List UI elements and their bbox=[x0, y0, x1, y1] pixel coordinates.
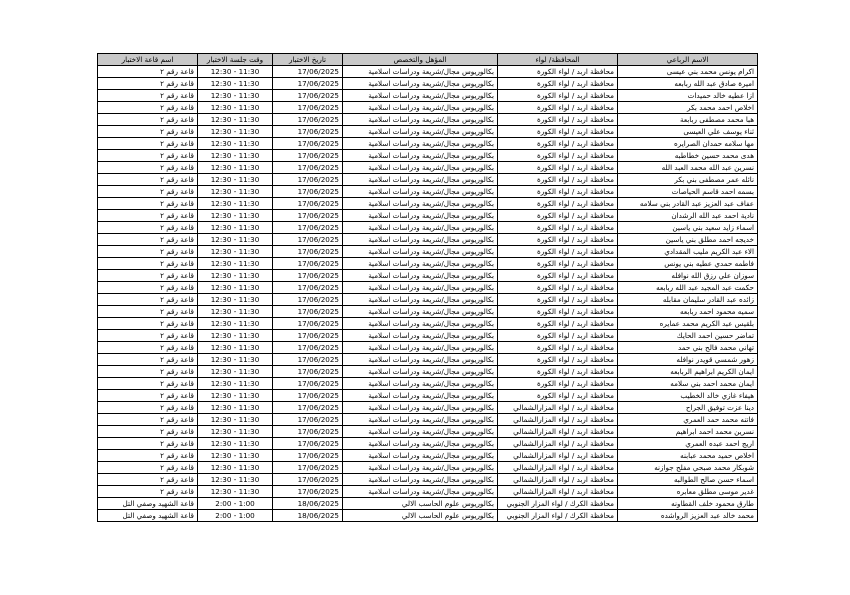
table-header bbox=[98, 54, 758, 66]
table-row bbox=[98, 414, 758, 426]
cell-full-name: هبا محمد مصطفى ربابعة bbox=[618, 114, 758, 126]
cell-governorate: محافظة اربد / لواء الكورة bbox=[498, 378, 618, 390]
table-row bbox=[98, 270, 758, 282]
cell-governorate: محافظة اربد / لواء الكورة bbox=[498, 342, 618, 354]
cell-exam-hall: قاعة رقم ٢ bbox=[98, 78, 198, 90]
cell-governorate: محافظة اربد / لواء الكورة bbox=[498, 282, 618, 294]
cell-full-name: خديجه احمد مطلق بني ياسين bbox=[618, 234, 758, 246]
cell-qualification: بكالوريوس مجال/شريعة ودراسات اسلامية bbox=[343, 66, 498, 78]
cell-exam-date: 17/06/2025 bbox=[273, 402, 343, 414]
cell-governorate: محافظة اربد / لواء الكورة bbox=[498, 66, 618, 78]
cell-exam-hall: قاعة رقم ٢ bbox=[98, 258, 198, 270]
cell-exam-date: 17/06/2025 bbox=[273, 126, 343, 138]
cell-governorate: محافظة اربد / لواء الكورة bbox=[498, 138, 618, 150]
header-exam-date: تاريخ الاختبار bbox=[273, 54, 343, 66]
cell-qualification: بكالوريوس مجال/شريعة ودراسات اسلامية bbox=[343, 246, 498, 258]
cell-exam-hall: قاعة رقم ٢ bbox=[98, 162, 198, 174]
cell-governorate: محافظة اربد / لواء الكورة bbox=[498, 102, 618, 114]
cell-full-name: اخلاص احمد محمد بكر bbox=[618, 102, 758, 114]
cell-qualification: بكالوريوس مجال/شريعة ودراسات اسلامية bbox=[343, 222, 498, 234]
table-row bbox=[98, 402, 758, 414]
cell-governorate: محافظة اربد / لواء المزارالشمالي bbox=[498, 402, 618, 414]
cell-full-name: اريج احمد عبده العمري bbox=[618, 438, 758, 450]
cell-exam-hall: قاعة رقم ٢ bbox=[98, 414, 198, 426]
cell-exam-hall: قاعة رقم ٢ bbox=[98, 102, 198, 114]
cell-exam-time: 11:30 - 12:30 bbox=[198, 210, 273, 222]
cell-exam-time: 11:30 - 12:30 bbox=[198, 462, 273, 474]
cell-exam-date: 17/06/2025 bbox=[273, 174, 343, 186]
cell-exam-date: 17/06/2025 bbox=[273, 342, 343, 354]
cell-exam-time: 11:30 - 12:30 bbox=[198, 426, 273, 438]
cell-full-name: زائده عبد القادر سليمان مقابله bbox=[618, 294, 758, 306]
table-row bbox=[98, 510, 758, 522]
cell-exam-time: 11:30 - 12:30 bbox=[198, 438, 273, 450]
table-row bbox=[98, 222, 758, 234]
cell-exam-hall: قاعة رقم ٢ bbox=[98, 318, 198, 330]
cell-exam-time: 11:30 - 12:30 bbox=[198, 366, 273, 378]
cell-full-name: الاء عبد الكريم مليب المقدادي bbox=[618, 246, 758, 258]
cell-exam-hall: قاعة رقم ٢ bbox=[98, 378, 198, 390]
cell-exam-hall: قاعة رقم ٢ bbox=[98, 486, 198, 498]
cell-exam-hall: قاعة رقم ٢ bbox=[98, 114, 198, 126]
cell-qualification: بكالوريوس مجال/شريعة ودراسات اسلامية bbox=[343, 462, 498, 474]
cell-full-name: محمد خالد عبد العزيز الرواشده bbox=[618, 510, 758, 522]
cell-full-name: ايمان محمد احمد بني سلامه bbox=[618, 378, 758, 390]
cell-governorate: محافظة اربد / لواء الكورة bbox=[498, 330, 618, 342]
cell-qualification: بكالوريوس مجال/شريعة ودراسات اسلامية bbox=[343, 78, 498, 90]
cell-full-name: نادية احمد عبد الله الرشدان bbox=[618, 210, 758, 222]
table-row bbox=[98, 78, 758, 90]
header-governorate: المحافظة/ لواء bbox=[498, 54, 618, 66]
cell-governorate: محافظة اربد / لواء الكورة bbox=[498, 390, 618, 402]
cell-exam-hall: قاعة رقم ٢ bbox=[98, 138, 198, 150]
cell-qualification: بكالوريوس مجال/شريعة ودراسات اسلامية bbox=[343, 366, 498, 378]
exam-schedule-table bbox=[97, 53, 758, 522]
cell-exam-time: 11:30 - 12:30 bbox=[198, 234, 273, 246]
cell-exam-date: 17/06/2025 bbox=[273, 270, 343, 282]
table-row bbox=[98, 486, 758, 498]
cell-exam-hall: قاعة رقم ٢ bbox=[98, 330, 198, 342]
cell-exam-time: 11:30 - 12:30 bbox=[198, 330, 273, 342]
cell-exam-hall: قاعة رقم ٢ bbox=[98, 198, 198, 210]
cell-governorate: محافظة اربد / لواء الكورة bbox=[498, 126, 618, 138]
cell-exam-time: 11:30 - 12:30 bbox=[198, 342, 273, 354]
cell-governorate: محافظة اربد / لواء الكورة bbox=[498, 246, 618, 258]
cell-exam-date: 17/06/2025 bbox=[273, 390, 343, 402]
header-exam-time: وقت جلسة الاختبار bbox=[198, 54, 273, 66]
table-row bbox=[98, 186, 758, 198]
cell-exam-date: 17/06/2025 bbox=[273, 306, 343, 318]
table-row bbox=[98, 438, 758, 450]
table-row bbox=[98, 450, 758, 462]
cell-full-name: فاتنه محمد حمد العمري bbox=[618, 414, 758, 426]
cell-exam-date: 18/06/2025 bbox=[273, 510, 343, 522]
cell-qualification: بكالوريوس مجال/شريعة ودراسات اسلامية bbox=[343, 90, 498, 102]
table-row bbox=[98, 174, 758, 186]
table-row bbox=[98, 210, 758, 222]
cell-qualification: بكالوريوس مجال/شريعة ودراسات اسلامية bbox=[343, 210, 498, 222]
cell-full-name: زهور شمسي قويدر نوافله bbox=[618, 354, 758, 366]
cell-full-name: هدى محمد حسين خطاطبه bbox=[618, 150, 758, 162]
cell-exam-date: 17/06/2025 bbox=[273, 474, 343, 486]
cell-exam-date: 17/06/2025 bbox=[273, 246, 343, 258]
cell-exam-date: 17/06/2025 bbox=[273, 486, 343, 498]
cell-exam-date: 17/06/2025 bbox=[273, 210, 343, 222]
cell-exam-hall: قاعة رقم ٢ bbox=[98, 246, 198, 258]
cell-governorate: محافظة اربد / لواء الكورة bbox=[498, 150, 618, 162]
table-row bbox=[98, 246, 758, 258]
cell-full-name: تماضر حسين احمد الحايك bbox=[618, 330, 758, 342]
cell-governorate: محافظة اربد / لواء الكورة bbox=[498, 366, 618, 378]
table-row bbox=[98, 426, 758, 438]
cell-governorate: محافظة اربد / لواء المزارالشمالي bbox=[498, 438, 618, 450]
cell-full-name: ثناء يوسف علي العيسى bbox=[618, 126, 758, 138]
cell-exam-date: 17/06/2025 bbox=[273, 162, 343, 174]
cell-qualification: بكالوريوس مجال/شريعة ودراسات اسلامية bbox=[343, 378, 498, 390]
cell-exam-time: 11:30 - 12:30 bbox=[198, 198, 273, 210]
cell-exam-hall: قاعة رقم ٢ bbox=[98, 150, 198, 162]
cell-exam-date: 17/06/2025 bbox=[273, 414, 343, 426]
cell-exam-time: 11:30 - 12:30 bbox=[198, 474, 273, 486]
cell-qualification: بكالوريوس مجال/شريعة ودراسات اسلامية bbox=[343, 162, 498, 174]
cell-exam-hall: قاعة رقم ٢ bbox=[98, 186, 198, 198]
table-row bbox=[98, 138, 758, 150]
cell-qualification: بكالوريوس مجال/شريعة ودراسات اسلامية bbox=[343, 486, 498, 498]
table-body bbox=[98, 66, 758, 522]
cell-exam-time: 11:30 - 12:30 bbox=[198, 282, 273, 294]
table-row bbox=[98, 90, 758, 102]
cell-exam-time: 11:30 - 12:30 bbox=[198, 258, 273, 270]
cell-exam-date: 17/06/2025 bbox=[273, 186, 343, 198]
cell-exam-time: 11:30 - 12:30 bbox=[198, 66, 273, 78]
cell-exam-time: 11:30 - 12:30 bbox=[198, 246, 273, 258]
cell-full-name: دينا عزت توفيق الجراح bbox=[618, 402, 758, 414]
cell-governorate: محافظة اربد / لواء الكورة bbox=[498, 294, 618, 306]
cell-qualification: بكالوريوس مجال/شريعة ودراسات اسلامية bbox=[343, 426, 498, 438]
cell-exam-time: 1:00 - 2:00 bbox=[198, 510, 273, 522]
cell-full-name: بلقيس عبد الكريم محمد عمايره bbox=[618, 318, 758, 330]
cell-full-name: نائله عمر مصطفى بني بكر bbox=[618, 174, 758, 186]
cell-exam-hall: قاعة رقم ٢ bbox=[98, 402, 198, 414]
cell-full-name: ازا عطيه خالد حميدات bbox=[618, 90, 758, 102]
cell-full-name: بسمه احمد قاسم الحياصات bbox=[618, 186, 758, 198]
cell-governorate: محافظة اربد / لواء الكورة bbox=[498, 114, 618, 126]
cell-exam-hall: قاعة الشهيد وصفي التل bbox=[98, 510, 198, 522]
cell-exam-time: 11:30 - 12:30 bbox=[198, 78, 273, 90]
cell-exam-time: 11:30 - 12:30 bbox=[198, 270, 273, 282]
table-row bbox=[98, 366, 758, 378]
table-row bbox=[98, 198, 758, 210]
cell-qualification: بكالوريوس مجال/شريعة ودراسات اسلامية bbox=[343, 318, 498, 330]
cell-full-name: عفاف عبد العزيز عبد القادر بني سلامه bbox=[618, 198, 758, 210]
cell-qualification: بكالوريوس مجال/شريعة ودراسات اسلامية bbox=[343, 306, 498, 318]
cell-exam-time: 1:00 - 2:00 bbox=[198, 498, 273, 510]
cell-exam-time: 11:30 - 12:30 bbox=[198, 378, 273, 390]
cell-governorate: محافظة اربد / لواء الكورة bbox=[498, 90, 618, 102]
cell-full-name: فاطمه حمدي عطيه بني يونس bbox=[618, 258, 758, 270]
cell-exam-hall: قاعة رقم ٢ bbox=[98, 450, 198, 462]
cell-exam-date: 17/06/2025 bbox=[273, 366, 343, 378]
cell-qualification: بكالوريوس مجال/شريعة ودراسات اسلامية bbox=[343, 282, 498, 294]
cell-governorate: محافظة الكرك / لواء المزار الجنوبي bbox=[498, 510, 618, 522]
cell-qualification: بكالوريوس مجال/شريعة ودراسات اسلامية bbox=[343, 294, 498, 306]
cell-full-name: طارق محمود خلف القطاونه bbox=[618, 498, 758, 510]
cell-exam-hall: قاعة رقم ٢ bbox=[98, 270, 198, 282]
table-row bbox=[98, 342, 758, 354]
cell-exam-hall: قاعة رقم ٢ bbox=[98, 462, 198, 474]
cell-exam-date: 17/06/2025 bbox=[273, 222, 343, 234]
cell-exam-date: 17/06/2025 bbox=[273, 318, 343, 330]
cell-qualification: بكالوريوس مجال/شريعة ودراسات اسلامية bbox=[343, 150, 498, 162]
table-row bbox=[98, 306, 758, 318]
cell-qualification: بكالوريوس مجال/شريعة ودراسات اسلامية bbox=[343, 174, 498, 186]
cell-exam-date: 17/06/2025 bbox=[273, 282, 343, 294]
cell-exam-date: 17/06/2025 bbox=[273, 102, 343, 114]
cell-full-name: اميرة صادق عبد الله ربابعه bbox=[618, 78, 758, 90]
cell-qualification: بكالوريوس مجال/شريعة ودراسات اسلامية bbox=[343, 474, 498, 486]
cell-exam-date: 17/06/2025 bbox=[273, 330, 343, 342]
table-row bbox=[98, 102, 758, 114]
cell-full-name: ايمان الكريم ابراهيم الربابعه bbox=[618, 366, 758, 378]
cell-full-name: سميه محمود احمد ربابعه bbox=[618, 306, 758, 318]
cell-exam-time: 11:30 - 12:30 bbox=[198, 402, 273, 414]
cell-full-name: نسرين عبد الله محمد العبد الله bbox=[618, 162, 758, 174]
cell-full-name: مها سلامه حمدان الصرايره bbox=[618, 138, 758, 150]
cell-full-name: اخلاص حميد محمد عبابنه bbox=[618, 450, 758, 462]
cell-exam-time: 11:30 - 12:30 bbox=[198, 414, 273, 426]
cell-exam-date: 17/06/2025 bbox=[273, 438, 343, 450]
cell-governorate: محافظة اربد / لواء الكورة bbox=[498, 174, 618, 186]
cell-qualification: بكالوريوس مجال/شريعة ودراسات اسلامية bbox=[343, 258, 498, 270]
cell-exam-date: 17/06/2025 bbox=[273, 354, 343, 366]
table-row bbox=[98, 66, 758, 78]
cell-qualification: بكالوريوس مجال/شريعة ودراسات اسلامية bbox=[343, 186, 498, 198]
cell-exam-date: 17/06/2025 bbox=[273, 90, 343, 102]
cell-governorate: محافظة اربد / لواء المزارالشمالي bbox=[498, 426, 618, 438]
cell-exam-hall: قاعة رقم ٢ bbox=[98, 438, 198, 450]
cell-full-name: شوبكار محمد صبحي مفلح جوازنه bbox=[618, 462, 758, 474]
cell-full-name: نسرين محمد احمد ابراهيم bbox=[618, 426, 758, 438]
cell-qualification: بكالوريوس مجال/شريعة ودراسات اسلامية bbox=[343, 414, 498, 426]
cell-full-name: اكرام يونس محمد بني عيسى bbox=[618, 66, 758, 78]
cell-governorate: محافظة اربد / لواء المزارالشمالي bbox=[498, 462, 618, 474]
cell-exam-time: 11:30 - 12:30 bbox=[198, 114, 273, 126]
table-row bbox=[98, 114, 758, 126]
cell-exam-hall: قاعة رقم ٢ bbox=[98, 126, 198, 138]
cell-exam-date: 17/06/2025 bbox=[273, 450, 343, 462]
cell-exam-date: 18/06/2025 bbox=[273, 498, 343, 510]
cell-qualification: بكالوريوس علوم الحاسب الالي bbox=[343, 498, 498, 510]
cell-exam-date: 17/06/2025 bbox=[273, 198, 343, 210]
header-exam-hall: اسم قاعة الاختبار bbox=[98, 54, 198, 66]
cell-exam-time: 11:30 - 12:30 bbox=[198, 162, 273, 174]
cell-governorate: محافظة اربد / لواء الكورة bbox=[498, 258, 618, 270]
cell-full-name: حكمت عبد المجيد عبد الله ربابعه bbox=[618, 282, 758, 294]
table-row bbox=[98, 474, 758, 486]
cell-exam-time: 11:30 - 12:30 bbox=[198, 318, 273, 330]
cell-qualification: بكالوريوس مجال/شريعة ودراسات اسلامية bbox=[343, 402, 498, 414]
cell-exam-time: 11:30 - 12:30 bbox=[198, 222, 273, 234]
cell-exam-hall: قاعة رقم ٢ bbox=[98, 174, 198, 186]
cell-exam-hall: قاعة رقم ٢ bbox=[98, 66, 198, 78]
table-row bbox=[98, 318, 758, 330]
cell-qualification: بكالوريوس مجال/شريعة ودراسات اسلامية bbox=[343, 234, 498, 246]
cell-qualification: بكالوريوس مجال/شريعة ودراسات اسلامية bbox=[343, 138, 498, 150]
cell-qualification: بكالوريوس مجال/شريعة ودراسات اسلامية bbox=[343, 102, 498, 114]
cell-full-name: تهاني محمد فالح بني حمد bbox=[618, 342, 758, 354]
cell-governorate: محافظة اربد / لواء الكورة bbox=[498, 210, 618, 222]
cell-exam-time: 11:30 - 12:30 bbox=[198, 102, 273, 114]
cell-exam-date: 17/06/2025 bbox=[273, 150, 343, 162]
cell-exam-hall: قاعة رقم ٢ bbox=[98, 390, 198, 402]
cell-full-name: غدير موسى مطلق معابره bbox=[618, 486, 758, 498]
cell-exam-hall: قاعة رقم ٢ bbox=[98, 306, 198, 318]
cell-qualification: بكالوريوس مجال/شريعة ودراسات اسلامية bbox=[343, 390, 498, 402]
cell-exam-time: 11:30 - 12:30 bbox=[198, 138, 273, 150]
cell-governorate: محافظة الكرك / لواء المزار الجنوبي bbox=[498, 498, 618, 510]
table-row bbox=[98, 354, 758, 366]
cell-exam-hall: قاعة رقم ٢ bbox=[98, 294, 198, 306]
cell-exam-date: 17/06/2025 bbox=[273, 258, 343, 270]
cell-governorate: محافظة اربد / لواء الكورة bbox=[498, 198, 618, 210]
cell-exam-hall: قاعة رقم ٢ bbox=[98, 282, 198, 294]
cell-exam-time: 11:30 - 12:30 bbox=[198, 306, 273, 318]
cell-qualification: بكالوريوس مجال/شريعة ودراسات اسلامية bbox=[343, 354, 498, 366]
cell-governorate: محافظة اربد / لواء الكورة bbox=[498, 186, 618, 198]
cell-governorate: محافظة اربد / لواء المزارالشمالي bbox=[498, 474, 618, 486]
cell-exam-time: 11:30 - 12:30 bbox=[198, 186, 273, 198]
cell-exam-hall: قاعة رقم ٢ bbox=[98, 354, 198, 366]
table-row bbox=[98, 498, 758, 510]
cell-exam-time: 11:30 - 12:30 bbox=[198, 150, 273, 162]
table-row bbox=[98, 258, 758, 270]
cell-exam-date: 17/06/2025 bbox=[273, 234, 343, 246]
cell-full-name: سوزان علي رزق الله نوافله bbox=[618, 270, 758, 282]
cell-governorate: محافظة اربد / لواء الكورة bbox=[498, 234, 618, 246]
cell-governorate: محافظة اربد / لواء الكورة bbox=[498, 78, 618, 90]
cell-exam-date: 17/06/2025 bbox=[273, 426, 343, 438]
cell-qualification: بكالوريوس مجال/شريعة ودراسات اسلامية bbox=[343, 126, 498, 138]
cell-governorate: محافظة اربد / لواء المزارالشمالي bbox=[498, 450, 618, 462]
cell-exam-time: 11:30 - 12:30 bbox=[198, 450, 273, 462]
cell-exam-hall: قاعة رقم ٢ bbox=[98, 210, 198, 222]
cell-governorate: محافظة اربد / لواء المزارالشمالي bbox=[498, 486, 618, 498]
cell-qualification: بكالوريوس مجال/شريعة ودراسات اسلامية bbox=[343, 438, 498, 450]
cell-exam-time: 11:30 - 12:30 bbox=[198, 90, 273, 102]
cell-exam-date: 17/06/2025 bbox=[273, 294, 343, 306]
table-row bbox=[98, 150, 758, 162]
table-row bbox=[98, 234, 758, 246]
cell-exam-date: 17/06/2025 bbox=[273, 462, 343, 474]
cell-exam-time: 11:30 - 12:30 bbox=[198, 294, 273, 306]
cell-exam-hall: قاعة الشهيد وصفي التل bbox=[98, 498, 198, 510]
cell-governorate: محافظة اربد / لواء الكورة bbox=[498, 222, 618, 234]
cell-exam-time: 11:30 - 12:30 bbox=[198, 486, 273, 498]
cell-governorate: محافظة اربد / لواء المزارالشمالي bbox=[498, 414, 618, 426]
table-row bbox=[98, 162, 758, 174]
cell-exam-date: 17/06/2025 bbox=[273, 66, 343, 78]
cell-exam-date: 17/06/2025 bbox=[273, 138, 343, 150]
cell-exam-time: 11:30 - 12:30 bbox=[198, 126, 273, 138]
cell-full-name: اسماء زايد سعيد بني ياسين bbox=[618, 222, 758, 234]
cell-qualification: بكالوريوس مجال/شريعة ودراسات اسلامية bbox=[343, 450, 498, 462]
cell-qualification: بكالوريوس علوم الحاسب الالي bbox=[343, 510, 498, 522]
table-row bbox=[98, 378, 758, 390]
cell-qualification: بكالوريوس مجال/شريعة ودراسات اسلامية bbox=[343, 342, 498, 354]
header-row bbox=[98, 54, 758, 66]
cell-full-name: اسماء حسن صالح الطوالبه bbox=[618, 474, 758, 486]
table-row bbox=[98, 294, 758, 306]
cell-exam-time: 11:30 - 12:30 bbox=[198, 390, 273, 402]
cell-governorate: محافظة اربد / لواء الكورة bbox=[498, 270, 618, 282]
cell-exam-date: 17/06/2025 bbox=[273, 378, 343, 390]
table-row bbox=[98, 462, 758, 474]
cell-exam-hall: قاعة رقم ٢ bbox=[98, 366, 198, 378]
cell-qualification: بكالوريوس مجال/شريعة ودراسات اسلامية bbox=[343, 198, 498, 210]
cell-exam-hall: قاعة رقم ٢ bbox=[98, 234, 198, 246]
cell-qualification: بكالوريوس مجال/شريعة ودراسات اسلامية bbox=[343, 114, 498, 126]
cell-exam-hall: قاعة رقم ٢ bbox=[98, 222, 198, 234]
cell-governorate: محافظة اربد / لواء الكورة bbox=[498, 354, 618, 366]
cell-exam-date: 17/06/2025 bbox=[273, 78, 343, 90]
table-row bbox=[98, 330, 758, 342]
cell-governorate: محافظة اربد / لواء الكورة bbox=[498, 306, 618, 318]
cell-exam-time: 11:30 - 12:30 bbox=[198, 354, 273, 366]
table-row bbox=[98, 282, 758, 294]
header-qualification: المؤهل والتخصص bbox=[343, 54, 498, 66]
cell-exam-hall: قاعة رقم ٢ bbox=[98, 474, 198, 486]
cell-exam-hall: قاعة رقم ٢ bbox=[98, 90, 198, 102]
table-row bbox=[98, 390, 758, 402]
cell-exam-hall: قاعة رقم ٢ bbox=[98, 342, 198, 354]
cell-exam-date: 17/06/2025 bbox=[273, 114, 343, 126]
cell-governorate: محافظة اربد / لواء الكورة bbox=[498, 162, 618, 174]
cell-full-name: هيفاء غازي خالد الخطيب bbox=[618, 390, 758, 402]
table-row bbox=[98, 126, 758, 138]
cell-exam-time: 11:30 - 12:30 bbox=[198, 174, 273, 186]
cell-exam-hall: قاعة رقم ٢ bbox=[98, 426, 198, 438]
cell-qualification: بكالوريوس مجال/شريعة ودراسات اسلامية bbox=[343, 330, 498, 342]
cell-governorate: محافظة اربد / لواء الكورة bbox=[498, 318, 618, 330]
cell-qualification: بكالوريوس مجال/شريعة ودراسات اسلامية bbox=[343, 270, 498, 282]
header-full-name: الاسم الرباعي bbox=[618, 54, 758, 66]
